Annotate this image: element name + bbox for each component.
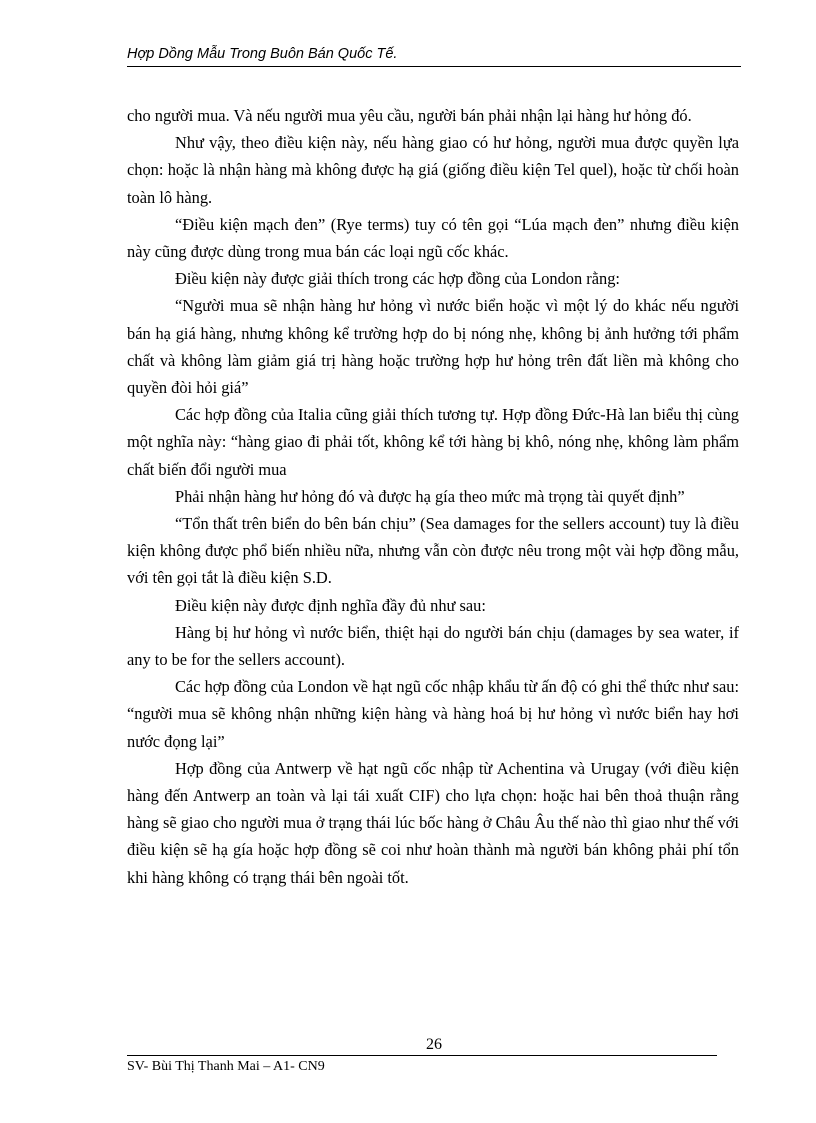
paragraph: Các hợp đồng của Italia cũng giải thích tương tự. Hợp đồng Đức-Hà lan biểu thị cùng một nghĩa này: “hàng giao đi phải tốt, không kể tới hàng bị khô, nóng nhẹ, không làm phẩm chất biến đổi người mua [127,405,739,479]
paragraph: Hàng bị hư hỏng vì nước biển, thiệt hại do người bán chịu (damages by sea water, if any to be for the sellers account). [127,622,739,670]
paragraph: Phải nhận hàng hư hỏng đó và được hạ gía theo mức mà trọng tài quyết định” [175,486,685,506]
footer-author: SV- Bùi Thị Thanh Mai – A1- CN9 [127,1059,325,1074]
paragraph: “Người mua sẽ nhận hàng hư hỏng vì nước biển hoặc vì một lý do khác nếu người bán hạ giá hàng, nhưng không kể trường hợp do bị nóng nhẹ, không bị ảnh hưởng tới phẩm chất và không làm giảm giá trị hàng hoặc trường hợp hư hỏng trên đất liền mà không cho quyền đòi hỏi giá” [127,296,739,398]
header-title: Hợp Dồng Mẫu Trong Buôn Bán Quốc Tế. [127,46,398,62]
paragraph: “Tổn thất trên biển do bên bán chịu” (Sea damages for the sellers account) tuy là điều kiện không được phổ biến nhiều nữa, nhưng vẫn còn được nêu trong một vài hợp đồng mẫu, với tên gọi tắt là điều kiện S.D. [127,514,739,588]
footer-divider [127,1055,717,1056]
paragraph: cho người mua. Và nếu người mua yêu cầu, người bán phải nhận lại hàng hư hỏng đó. [127,106,692,125]
paragraph: Điều kiện này được giải thích trong các hợp đồng của London rằng: [175,269,620,289]
paragraph: “Điều kiện mạch đen” (Rye terms) tuy có tên gọi “Lúa mạch đen” nhưng điều kiện này cũng được dùng trong mua bán các loại ngũ cốc khác. [127,214,739,262]
paragraph: Hợp đồng của Antwerp về hạt ngũ cốc nhập từ Achentina và Urugay (với điều kiện hàng đến Antwerp an toàn và lại tái xuất CIF) cho lựa chọn: hoặc hai bên thoả thuận rằng hàng sẽ giao cho người mua ở trạng thái lúc bốc hàng ở Châu Âu thế nào thì giao như thế với điều kiện sẽ hạ gía hoặc hợp đồng sẽ coi như hoàn thành mà người bán không phải phí tổn khi hàng không có trạng thái bên ngoài tốt. [127,758,739,887]
page-header [127,46,741,67]
page-number: 26 [426,1036,442,1053]
paragraph: Các hợp đồng của London về hạt ngũ cốc nhập khẩu từ ấn độ có ghi thể thức như sau: “người mua sẽ không nhận những kiện hàng và hàng hoá bị hư hỏng vì nước biển hay hơi nước đọng lại” [127,677,739,751]
paragraph: Điều kiện này được định nghĩa đầy đủ như sau: [175,595,486,615]
document-body [127,102,739,891]
paragraph: Như vậy, theo điều kiện này, nếu hàng giao có hư hỏng, người mua được quyền lựa chọn: hoặc là nhận hàng mà không được hạ giá (giống điều kiện Tel quel), hoặc từ chối hoàn toàn lô hàng. [127,133,739,207]
